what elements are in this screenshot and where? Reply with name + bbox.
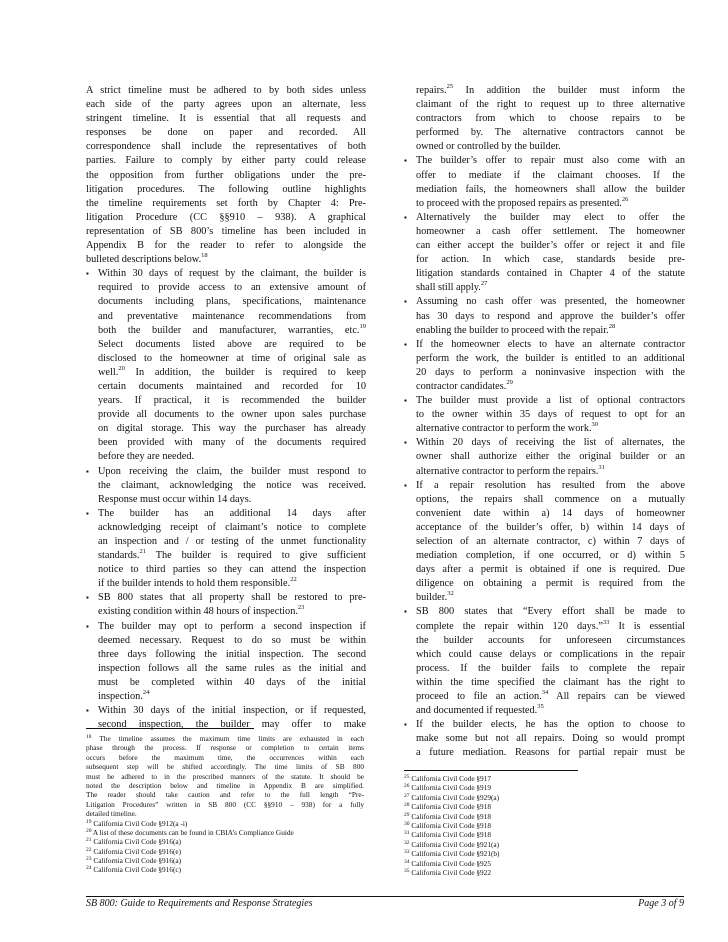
bullet-line: and documented if requested.$^{35}$ bbox=[416, 704, 544, 717]
footnote: $^{18}$ The timeline assumes the maximum time limits are exhausted in each phase through the process. If response or completion to certain items occurs before the maximum time, the occurrences within each subsequent step will be shifted accordingly. The time limits of SB 800 must be adhered to in the prescribed manners of the statute. It should be noted the description below and timeline in Appendix B are simplified. The reader should take caution and refer to the full length “Pre- Litigation Procedures” written in SB 800 (CC §§910 – 938) for a fully detailed timeline. bbox=[86, 734, 364, 819]
bullet-line: for action. In which case, standards beside pre- bbox=[416, 254, 685, 266]
footnote-ref[interactable]: 29 bbox=[506, 379, 513, 386]
footnote-ref[interactable]: 30 bbox=[591, 422, 599, 429]
footnote: $^{22}$ California Civil Code §916(e) bbox=[86, 846, 182, 856]
bullet-line: an inspection and / or testing of the unmet functionality bbox=[98, 536, 366, 547]
bullet-item bbox=[404, 718, 685, 760]
footnote: $^{28}$ California Civil Code §918 bbox=[404, 802, 491, 812]
bullet-item bbox=[86, 591, 366, 619]
footnote-number: 19 bbox=[86, 818, 92, 825]
text-line: stringent timeline. It is essential that all requests and bbox=[86, 113, 366, 125]
bullet-line: If a repair resolution has resulted from the above bbox=[416, 479, 685, 491]
footnote: $^{31}$ California Civil Code §918 bbox=[404, 830, 491, 840]
text-line: litigation procedures. The following outline highlights bbox=[86, 183, 366, 195]
bullet-line: litigation standards contained in Chapter 4 of the statute bbox=[416, 268, 685, 280]
text-line: Appendix B for the reader to refer to alongside the bbox=[86, 240, 366, 252]
bullet-line: claimant of the right to request up to three alternative bbox=[416, 99, 685, 111]
text-line: A strict timeline must be adhered to by both sides unless bbox=[86, 85, 366, 96]
bullet-line: required to provide access to an extensive amount of bbox=[98, 282, 366, 294]
footnote: $^{26}$ California Civil Code §919 bbox=[404, 783, 491, 793]
bullet-line: contractors from which to choose repairs to be bbox=[416, 113, 685, 125]
bullet-line: deemed necessary. Request to do so must be within bbox=[98, 634, 366, 646]
footnote-number: 34 bbox=[404, 858, 410, 865]
footnote-number: 30 bbox=[404, 820, 410, 827]
right-footnote-separator bbox=[404, 770, 578, 771]
footnote-ref[interactable]: 18 bbox=[201, 253, 208, 260]
bullet-line: builder.$^{32}$ bbox=[416, 591, 454, 604]
bullet-line: Within 20 days of receiving the list of alternates, the bbox=[416, 437, 685, 449]
bullet-line: provide all documents to the owner upon sales purchase bbox=[98, 409, 366, 421]
bullet-icon: ▪ bbox=[404, 438, 407, 448]
bullet-line: Select documents listed above are required to be bbox=[98, 338, 366, 350]
footnote-ref[interactable]: 20 bbox=[118, 365, 125, 372]
footnote-ref[interactable]: 22 bbox=[290, 577, 297, 584]
bullet-line: contractor candidates.$^{29}$ bbox=[416, 379, 513, 392]
bullet-icon: ▪ bbox=[86, 621, 89, 631]
bullet-item bbox=[404, 154, 685, 210]
bullet-line: standards.$^{21}$ The builder is required to give sufficient bbox=[98, 549, 366, 562]
bullet-line: Alternatively the builder may elect to offer the bbox=[416, 211, 685, 223]
footnote-number: 20 bbox=[86, 827, 92, 834]
footnote-number: 23 bbox=[86, 856, 92, 863]
footnote: $^{29}$ California Civil Code §918 bbox=[404, 811, 491, 821]
bullet-line: Within 30 days of the initial inspection, or if requested, bbox=[98, 705, 366, 717]
text-line: each side of the party agrees upon an alternate, less bbox=[86, 99, 366, 111]
bullet-line: mediation completion, if one occurred, or d) within 5 bbox=[416, 550, 685, 562]
bullet-line: diligence on obtaining a permit is required from the bbox=[416, 578, 685, 590]
bullet-line: process. If the builder fails to complete the repair bbox=[416, 662, 685, 674]
text-line: the opposition from further obligations under the pre- bbox=[86, 169, 366, 181]
footnote-number: 29 bbox=[404, 811, 410, 818]
footnote: $^{21}$ California Civil Code §916(a) bbox=[86, 837, 182, 847]
bullet-item bbox=[86, 465, 366, 507]
footnote-number: 25 bbox=[404, 774, 410, 780]
right-footnotes bbox=[404, 774, 682, 877]
bullet-line: certain documents maintained and recorded for 10 bbox=[98, 380, 366, 392]
bullet-line: owner shall authorize either the original builder or an bbox=[416, 451, 685, 463]
bullet-line: Response must occur within 14 days. bbox=[98, 493, 252, 505]
bullet-line: notice to third parties so they can attend the inspection bbox=[98, 564, 366, 576]
bullet-item bbox=[404, 295, 685, 337]
bullet-line: performed by. The alternative contractors cannot be bbox=[416, 127, 685, 139]
bullet-line: enabling the builder to proceed with the repair.$^{28}$ bbox=[416, 323, 616, 336]
bullet-item bbox=[404, 394, 685, 436]
bullet-item bbox=[404, 338, 685, 394]
bullet-line: inspection follows all the same rules as the initial and bbox=[98, 662, 366, 674]
bullet-icon: ▪ bbox=[404, 339, 407, 349]
footnote-ref[interactable]: 24 bbox=[142, 690, 150, 697]
page-number: Page 3 of 9 bbox=[638, 898, 684, 909]
bullet-icon: ▪ bbox=[404, 396, 407, 406]
bullet-line: inspection.$^{24}$ bbox=[98, 690, 150, 703]
bullet-line: alternative contractor to perform the work.$^{30}$ bbox=[416, 422, 599, 435]
footnote: $^{23}$ California Civil Code §916(a) bbox=[86, 856, 182, 866]
bullet-icon: ▪ bbox=[404, 480, 407, 490]
bullet-line: Upon receiving the claim, the builder must respond to bbox=[98, 465, 366, 477]
footnote-ref[interactable]: 31 bbox=[598, 464, 605, 471]
footnote-ref[interactable]: 19 bbox=[359, 323, 366, 330]
bullet-icon: ▪ bbox=[86, 508, 89, 518]
left-footnotes bbox=[86, 734, 364, 875]
bullet-icon: ▪ bbox=[404, 607, 407, 617]
bullet-line: The builder must provide a list of optional contractors bbox=[416, 395, 685, 407]
footer-title: SB 800: Guide to Requirements and Response Strategies bbox=[86, 898, 313, 909]
bullet-line: offer to mediate if the claimant chooses. If the bbox=[416, 169, 685, 181]
bullet-line: SB 800 states that all property shall be restored to pre- bbox=[98, 592, 366, 604]
bullet-icon: ▪ bbox=[404, 297, 407, 307]
bullet-line: convenient date within a) 14 days of homeowner bbox=[416, 507, 685, 519]
bullet-line: disclosed to the homeowner at time of original sale as bbox=[98, 352, 366, 364]
footnote-number: 27 bbox=[404, 792, 410, 799]
bullet-line: if the builder intends to hold them responsible.$^{22}$ bbox=[98, 577, 297, 590]
footnote: $^{19}$ California Civil Code §912(a -i) bbox=[86, 818, 188, 828]
bullet-line: mediation fails, the homeowners shall allow the builder bbox=[416, 183, 685, 195]
footnote-number: 21 bbox=[86, 837, 92, 844]
footnote-number: 22 bbox=[86, 846, 92, 853]
bullet-line: repairs.$^{25}$ In addition the builder must inform the bbox=[416, 84, 685, 96]
bullet-line: three days following the initial inspection. The second bbox=[98, 648, 366, 660]
bullet-line: The builder has an additional 14 days after bbox=[98, 507, 366, 519]
bullet-icon: ▪ bbox=[86, 269, 89, 279]
footnote-ref[interactable]: 32 bbox=[447, 591, 454, 598]
bullet-item bbox=[86, 507, 366, 592]
bullet-item bbox=[404, 605, 685, 718]
bullet-line: second inspection, the builder may offer to make bbox=[98, 719, 366, 731]
bullet-line: days after a permit is obtained if one is required. Due bbox=[416, 564, 685, 576]
footer-rule bbox=[86, 896, 684, 897]
bullet-line: to the owner within 35 days of request to opt for an bbox=[416, 409, 685, 421]
text-line: the timeline requirements set forth by Chapter 4: Pre- bbox=[86, 197, 366, 209]
bullet-line: which could cause delays or complications in the repair bbox=[416, 648, 685, 660]
bullet-line: to proceed with the proposed repairs as presented.$^{26}$ bbox=[416, 196, 629, 209]
bullet-line: acceptance of the builder’s offer, b) within 14 days of bbox=[416, 521, 685, 533]
bullet-line: SB 800 states that “Every effort shall be made to bbox=[416, 606, 685, 618]
footnote-number: 32 bbox=[404, 839, 410, 846]
bullet-line: complete the repair within 120 days.”$^{33}$ It is essential bbox=[416, 619, 685, 632]
bullet-icon: ▪ bbox=[86, 466, 89, 476]
bullet-line: has 30 days to respond and approve the builder’s offer bbox=[416, 310, 685, 322]
footnote: $^{34}$ California Civil Code §925 bbox=[404, 858, 491, 868]
bullet-item bbox=[404, 211, 685, 296]
bullet-line: on digital storage. This way the purchaser has already bbox=[98, 423, 366, 435]
bullet-continuation bbox=[404, 84, 685, 154]
footnote-ref[interactable]: 21 bbox=[139, 549, 146, 556]
bullet-line: well.$^{20}$ In addition, the builder is required to keep bbox=[98, 365, 366, 378]
bullet-line: within the time specified the claimant has the right to bbox=[416, 676, 685, 688]
footnote-ref[interactable]: 26 bbox=[621, 196, 629, 203]
bullet-line: a future mediation. Reasons for partial repair must be bbox=[416, 747, 685, 759]
footnote-number: 35 bbox=[404, 867, 410, 874]
footnote-ref[interactable]: 28 bbox=[608, 323, 616, 330]
bullet-line: The builder may opt to perform a second inspection if bbox=[98, 620, 366, 632]
text-line: representation of SB 800’s timeline has been included in bbox=[86, 225, 366, 237]
bullet-line: The builder’s offer to repair must also come with an bbox=[416, 155, 685, 167]
bullet-line: can either accept the builder’s offer or reject it and file bbox=[416, 240, 685, 252]
footnote-ref[interactable]: 35 bbox=[537, 704, 544, 711]
bullet-line: options, the repairs shall commence on a mutually bbox=[416, 493, 685, 505]
bullet-line: selection of an alternate contractor, c) within 7 days of bbox=[416, 536, 685, 547]
bullet-line: proceed to file an action.$^{34}$ All repairs can be viewed bbox=[416, 690, 685, 703]
bullet-line: must be completed within 40 days of the initial bbox=[98, 676, 366, 688]
bullet-line: years. If practical, it is recommended the builder bbox=[98, 395, 366, 407]
bullet-line: 20 days to perform a noninvasive inspection with the bbox=[416, 366, 685, 378]
footnote: $^{25}$ California Civil Code §917 bbox=[404, 774, 491, 783]
bullet-line: documents including plans, specifications, maintenance bbox=[98, 296, 366, 308]
left-column bbox=[86, 84, 366, 732]
bullet-line: shall still apply.$^{27}$ bbox=[416, 281, 488, 294]
footnote: $^{35}$ California Civil Code §922 bbox=[404, 867, 491, 877]
footnote-ref[interactable]: 23 bbox=[297, 605, 305, 612]
footnote-number: 31 bbox=[404, 830, 410, 837]
bullet-line: the claimant, acknowledging the notice was received. bbox=[98, 479, 366, 491]
bullet-line: existing condition within 48 hours of inspection.$^{23}$ bbox=[98, 605, 305, 618]
right-column bbox=[404, 84, 685, 761]
bullet-line: Within 30 days of request by the claimant, the builder is bbox=[98, 268, 366, 280]
bullet-line: alternative contractor to perform the repairs.$^{31}$ bbox=[416, 464, 605, 477]
bullet-item bbox=[404, 436, 685, 478]
bullet-item bbox=[404, 479, 685, 606]
bullet-line: and preventative maintenance recommendations from bbox=[98, 310, 366, 322]
bullet-line: If the homeowner elects to have an alternate contractor bbox=[416, 338, 685, 350]
bullet-icon: ▪ bbox=[86, 706, 89, 716]
text-line: correspondence shall include the representatives of both bbox=[86, 141, 366, 153]
footnote-number: 18 bbox=[86, 734, 92, 740]
footnote-number: 26 bbox=[404, 783, 410, 790]
bullet-line: owned or controlled by the builder. bbox=[416, 141, 561, 153]
footnote: $^{30}$ California Civil Code §918 bbox=[404, 820, 491, 830]
left-footnote-separator bbox=[86, 728, 254, 729]
footnote-number: 33 bbox=[404, 849, 410, 856]
bullet-line: homeowner a cash offer settlement. The homeowner bbox=[416, 225, 685, 237]
bullet-line: been provided with many of the documents required bbox=[98, 437, 366, 449]
footnote-ref[interactable]: 34 bbox=[541, 690, 549, 697]
footnote-number: 28 bbox=[404, 802, 410, 809]
footnote-number: 24 bbox=[86, 865, 92, 872]
bullet-line: the builder accounts for unforeseen circumstances bbox=[416, 634, 685, 646]
text-line: responses be done on paper and recorded. All bbox=[86, 127, 366, 139]
footnote: $^{27}$ California Civil Code §929(a) bbox=[404, 792, 500, 802]
bullet-line: If the builder elects, he has the option to choose to bbox=[416, 719, 685, 731]
bullet-line: both the builder and manufacturer, warranties, etc.$^{19}$ bbox=[98, 323, 366, 336]
bullet-icon: ▪ bbox=[404, 212, 407, 222]
footnote-ref[interactable]: 33 bbox=[602, 619, 610, 626]
footnote: $^{24}$ California Civil Code §916(c) bbox=[86, 865, 182, 875]
footnote: $^{20}$ A list of these documents can be found in CBIA’s Compliance Guide bbox=[86, 827, 294, 837]
bullet-line: before they are needed. bbox=[98, 451, 195, 463]
footnote: $^{33}$ California Civil Code §921(b) bbox=[404, 849, 500, 859]
bullet-item bbox=[86, 620, 366, 705]
footnote: $^{32}$ California Civil Code §921(a) bbox=[404, 839, 500, 849]
intro-paragraph bbox=[86, 84, 366, 267]
text-line: litigation Procedure (CC §§910 – 938). A graphical bbox=[86, 211, 366, 223]
footnote-ref[interactable]: 25 bbox=[446, 84, 454, 90]
bullet-icon: ▪ bbox=[404, 156, 407, 166]
bullet-item bbox=[86, 267, 366, 464]
bullet-line: perform the work, the builder is entitled to an additional bbox=[416, 352, 685, 364]
text-line: parties. Failure to comply by either party could release bbox=[86, 155, 366, 167]
bullet-icon: ▪ bbox=[86, 593, 89, 603]
footnote-ref[interactable]: 27 bbox=[480, 281, 488, 288]
text-line: bulleted descriptions below.$^{18}$ bbox=[86, 253, 208, 266]
bullet-line: make some but not all repairs. Doing so would prompt bbox=[416, 733, 685, 745]
bullet-icon: ▪ bbox=[404, 720, 407, 730]
bullet-line: acknowledging receipt of claimant’s notice to complete bbox=[98, 521, 366, 533]
bullet-line: Assuming no cash offer was presented, the homeowner bbox=[416, 296, 685, 308]
